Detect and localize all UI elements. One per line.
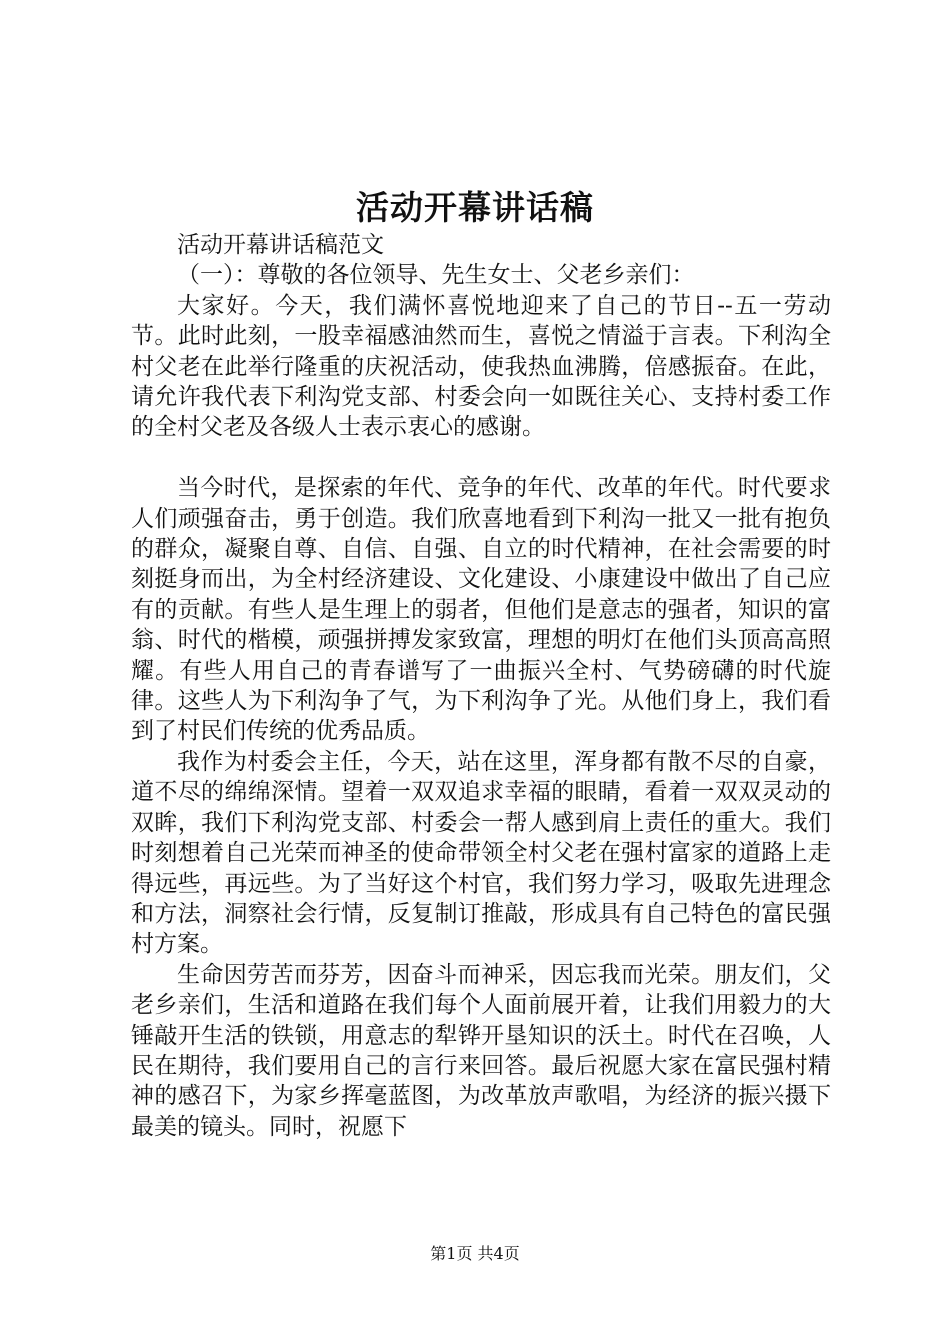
salutation-paragraph: （一）：尊敬的各位领导、先生女士、父老乡亲们： <box>177 262 695 289</box>
document-title: 活动开幕讲话稿 <box>356 188 594 227</box>
page-number-footer: 第1页 共4页 <box>430 1244 520 1263</box>
body-paragraph: 我作为村委会主任，今天，站在这里，浑身都有散不尽的自豪，道不尽的绵绵深情。望着一双双追求幸福的眼睛，看着一双双灵动的双眸，我们下利沟党支部、村委会一帮人感到肩上责任的重大。我们时刻想着自己光荣而神圣的使命带领全村父老在强村富家的道路上走得远些，再远些。为了当好这个村官，我们努力学习，吸取先进理念和方法，洞察社会行情，反复制订推敲，形成具有自己特色的富民强村方案。 <box>131 748 831 958</box>
subtitle-paragraph: 活动开幕讲话稿范文 <box>177 232 384 258</box>
body-paragraph: 生命因劳苦而芬芳，因奋斗而神采，因忘我而光荣。朋友们，父老乡亲们，生活和道路在我们每个人面前展开着，让我们用毅力的大锤敲开生活的铁锁，用意志的犁铧开垦知识的沃土。时代在召唤，人民在期待，我们要用自己的言行来回答。最后祝愿大家在富民强村精神的感召下，为家乡挥毫蓝图，为改革放声歌唱，为经济的振兴摄下最美的镜头。同时，祝愿下 <box>131 961 831 1140</box>
body-paragraph: 当今时代，是探索的年代、竞争的年代、改革的年代。时代要求人们顽强奋击，勇于创造。我们欣喜地看到下利沟一批又一批有抱负的群众，凝聚自尊、自信、自强、自立的时代精神，在社会需要的时刻挺身而出，为全村经济建设、文化建设、小康建设中做出了自己应有的贡献。有些人是生理上的弱者，但他们是意志的强者，知识的富翁、时代的楷模，顽强拼搏发家致富，理想的明灯在他们头顶高高照耀。有些人用自己的青春谱写了一曲振兴全村、气势磅礴的时代旋律。这些人为下利沟争了气，为下利沟争了光。从他们身上，我们看到了村民们传统的优秀品质。 <box>131 475 831 745</box>
body-paragraph: 大家好。今天，我们满怀喜悦地迎来了自己的节日--五一劳动节。此时此刻，一股幸福感油然而生，喜悦之情溢于言表。下利沟全村父老在此举行隆重的庆祝活动，使我热血沸腾，倍感振奋。在此，请允许我代表下利沟党支部、村委会向一如既往关心、支持村委工作的全村父老及各级人士表示衷心的感谢。 <box>131 292 831 441</box>
blank-line <box>131 443 831 473</box>
document-body <box>131 230 831 1142</box>
